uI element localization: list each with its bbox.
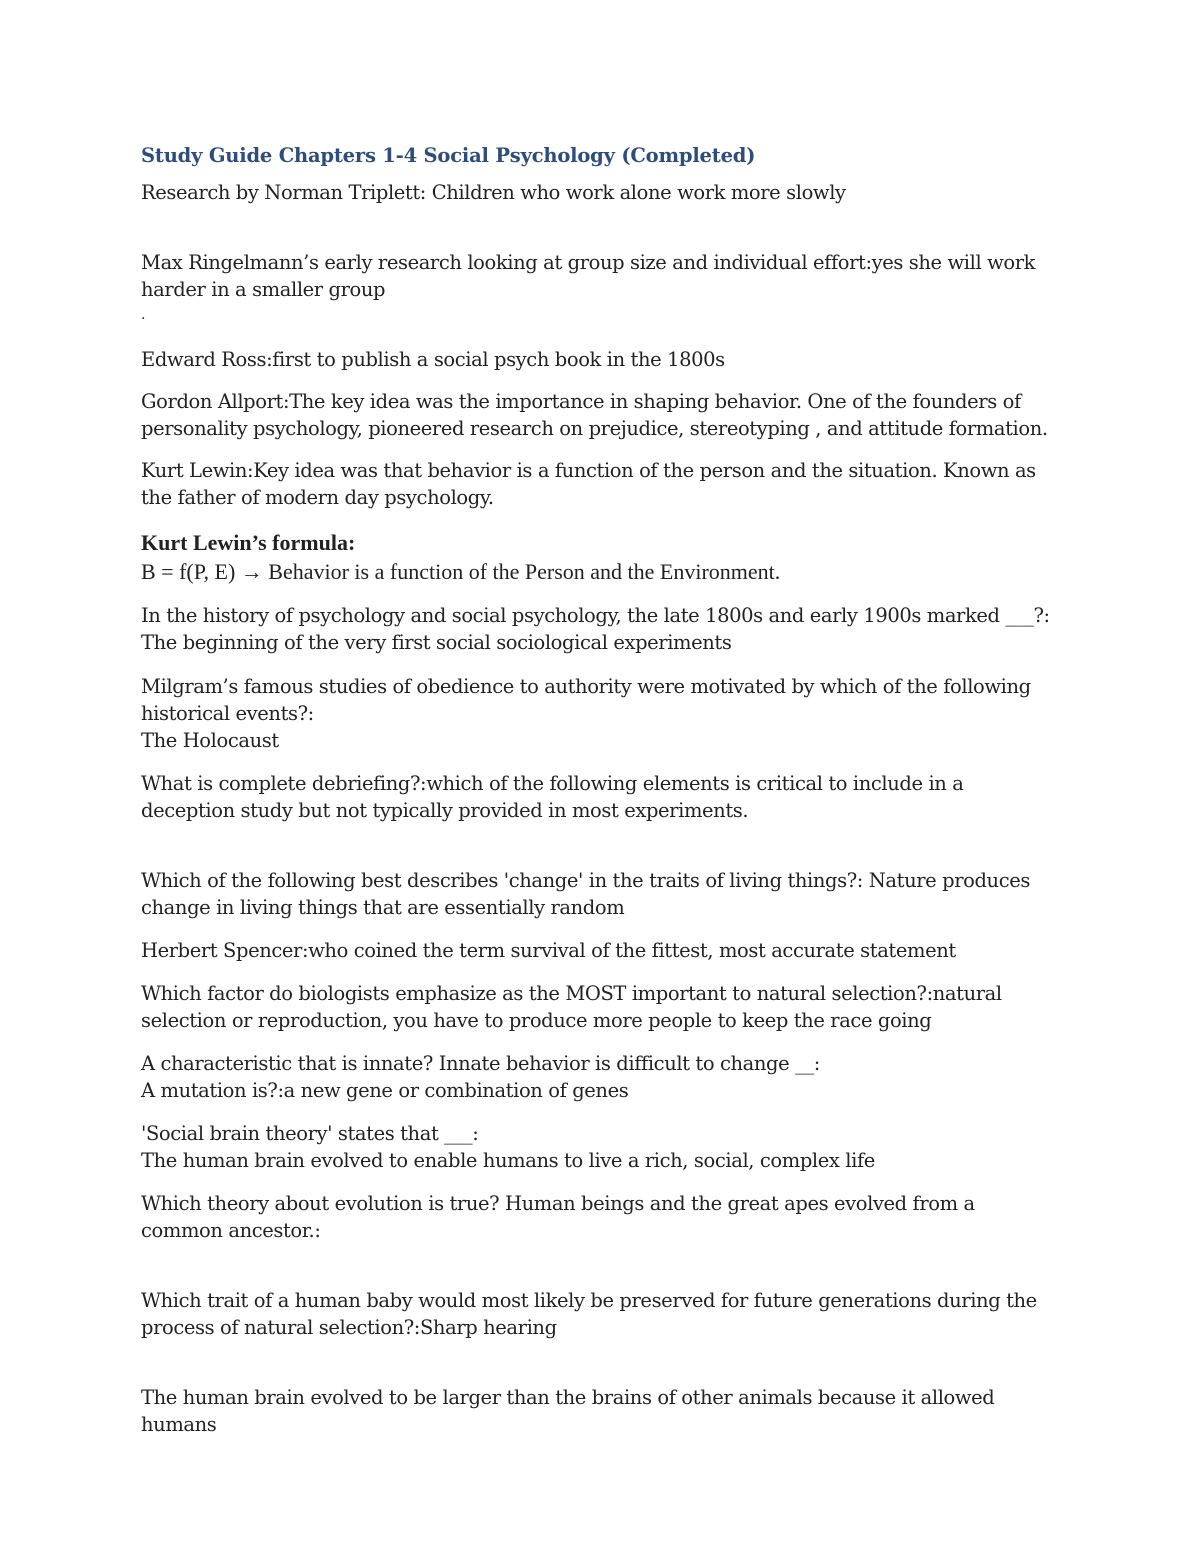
lewin-formula <box>141 528 1061 586</box>
paragraph-brain-size: The human brain evolved to be larger than the brains of other animals because it allowed humans <box>141 1386 995 1436</box>
paragraph-innate: A characteristic that is innate? Innate behavior is difficult to change __: <box>141 1052 820 1075</box>
paragraph-ross: Edward Ross:first to publish a social psych book in the 1800s <box>141 348 725 371</box>
paragraph-change-traits: Which of the following best describes 'change' in the traits of living things?: Nature produces change in living things that are essentially random <box>141 869 1030 919</box>
paragraph-spencer: Herbert Spencer:who coined the term survival of the fittest, most accurate statement <box>141 939 956 962</box>
paragraph-social-brain-question: 'Social brain theory' states that ___: <box>141 1122 479 1145</box>
paragraph-debriefing: What is complete debriefing?:which of the following elements is critical to include in a deception study but not typically provided in most experiments. <box>141 772 964 822</box>
paragraph-social-brain-answer: The human brain evolved to enable humans to live a rich, social, complex life <box>141 1149 875 1172</box>
paragraph-milgram-question: Milgram’s famous studies of obedience to authority were motivated by which of the following historical events?: <box>141 675 1031 725</box>
document-title: Study Guide Chapters 1-4 Social Psychology (Completed) <box>141 144 756 167</box>
paragraph-mutation: A mutation is?:a new gene or combination of genes <box>141 1079 629 1102</box>
document-body <box>141 141 1061 1438</box>
paragraph-allport: Gordon Allport:The key idea was the importance in shaping behavior. One of the founders of personality psychology, pioneered research on prejudice, stereotyping , and attitude formation. <box>141 390 1048 440</box>
paragraph-milgram-answer: The Holocaust <box>141 729 279 752</box>
paragraph-baby-trait: Which trait of a human baby would most likely be preserved for future generations during the process of natural selection?:Sharp hearing <box>141 1289 1037 1339</box>
paragraph-dot: . <box>141 307 146 323</box>
formula-equation: B = f(P, E) → Behavior is a function of the Person and the Environment. <box>141 559 781 584</box>
formula-heading: Kurt Lewin’s formula: <box>141 530 356 555</box>
paragraph-triplett: Research by Norman Triplett: Children who work alone work more slowly <box>141 181 846 204</box>
paragraph-evolution-theory: Which theory about evolution is true? Human beings and the great apes evolved from a common ancestor.: <box>141 1192 975 1242</box>
paragraph-ringelmann: Max Ringelmann’s early research looking at group size and individual effort:yes she will work harder in a smaller group <box>141 251 1036 301</box>
paragraph-history-answer: The beginning of the very first social sociological experiments <box>141 631 732 654</box>
paragraph-history-question: In the history of psychology and social psychology, the late 1800s and early 1900s marked ___?: <box>141 604 1050 627</box>
paragraph-lewin: Kurt Lewin:Key idea was that behavior is a function of the person and the situation. Known as the father of modern day psychology. <box>141 459 1036 509</box>
paragraph-natural-selection: Which factor do biologists emphasize as the MOST important to natural selection?:natural selection or reproduction, you have to produce more people to keep the race going <box>141 982 1002 1032</box>
